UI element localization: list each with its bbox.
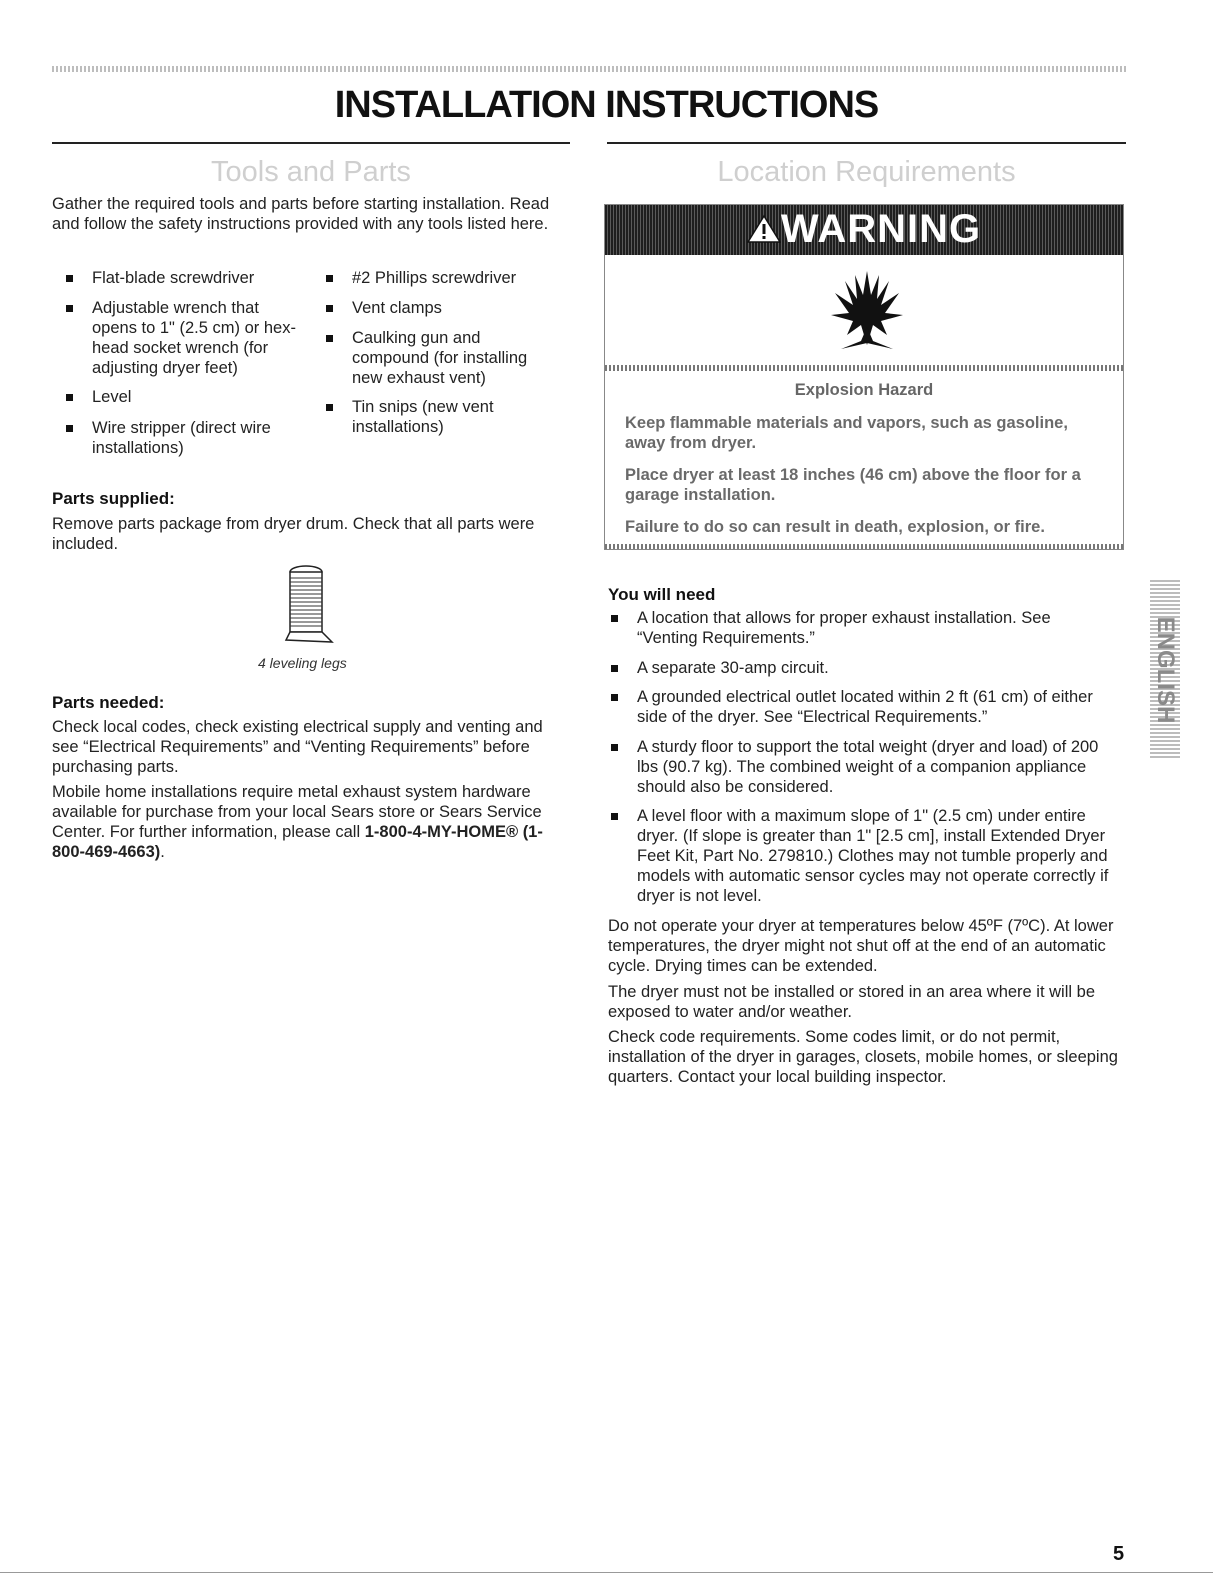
requirement-item: A level floor with a maximum slope of 1" (2.5 cm) under entire dryer. (If slope is greater than 1" [2.5 cm], install Extended Dryer Feet Kit, Part No. 279810.) Clothes may not tumble properly and models with automatic sensor cycles may not operate correctly if dryer is not level. bbox=[637, 806, 1125, 906]
code-paragraph: Check code requirements. Some codes limit, or do not permit, installation of the dryer in garages, closets, mobile homes, or sleeping quarters. Contact your local building inspector. bbox=[608, 1028, 1118, 1086]
leveling-leg-illustration bbox=[284, 562, 338, 648]
requirement-item: A grounded electrical outlet located within 2 ft (61 cm) of either side of the dryer. See “Electrical Requirements.” bbox=[637, 687, 1107, 727]
tool-item: Vent clamps bbox=[352, 298, 562, 318]
phone-number: 1-800-4-MY-HOME® (1-800-469-4663) bbox=[52, 823, 543, 861]
warning-box bbox=[604, 204, 1124, 550]
bottom-rule bbox=[0, 1572, 1213, 1573]
page-number: 5 bbox=[1113, 1543, 1125, 1565]
leveling-legs-caption: 4 leveling legs bbox=[258, 655, 347, 671]
tool-item: Wire stripper (direct wire installations) bbox=[92, 418, 297, 458]
requirement-item: A separate 30-amp circuit. bbox=[637, 658, 1107, 678]
warning-bottom-rule bbox=[605, 544, 1123, 549]
hazard-title: Explosion Hazard bbox=[794, 381, 934, 399]
tool-item: Level bbox=[92, 387, 297, 407]
parts-supplied-heading: Parts supplied: bbox=[52, 489, 175, 508]
mobile-home-text: Mobile home installations require metal exhaust system hardware available for purchase from your local Sears store or Sears Service Center. For further information, please call 1-800-4-MY-HOME® (1-800-469-4663). bbox=[52, 783, 543, 861]
tools-and-parts-heading: Tools and Parts bbox=[211, 156, 411, 188]
water-paragraph: The dryer must not be installed or stored in an area where it will be exposed to water and/or weather. bbox=[608, 983, 1095, 1021]
you-will-need-heading: You will need bbox=[608, 585, 716, 604]
warning-triangle-icon bbox=[747, 214, 781, 244]
tool-item: Caulking gun and compound (for installing new exhaust vent) bbox=[352, 328, 562, 388]
requirement-item: A sturdy floor to support the total weight (dryer and load) of 200 lbs (90.7 kg). The combined weight of a companion appliance should also be considered. bbox=[637, 737, 1117, 797]
warning-text-2: Place dryer at least 18 inches (46 cm) above the floor for a garage installation. bbox=[625, 466, 1081, 504]
parts-needed-heading: Parts needed: bbox=[52, 693, 165, 712]
tool-item: Tin snips (new vent installations) bbox=[352, 397, 562, 437]
tools-intro: Gather the required tools and parts before starting installation. Read and follow the safety instructions provided with any tools listed here. bbox=[52, 195, 550, 233]
tool-item: Flat-blade screwdriver bbox=[92, 268, 297, 288]
requirement-item: A location that allows for proper exhaust installation. See “Venting Requirements.” bbox=[637, 608, 1107, 648]
explosion-icon bbox=[827, 269, 907, 359]
parts-supplied-text: Remove parts package from dryer drum. Check that all parts were included. bbox=[52, 515, 535, 553]
left-column-rule bbox=[52, 142, 570, 144]
parts-needed-text: Check local codes, check existing electrical supply and venting and see “Electrical Requirements” and “Venting Requirements” before purchasing parts. bbox=[52, 718, 543, 776]
right-column-rule bbox=[607, 142, 1126, 144]
tool-item: #2 Phillips screwdriver bbox=[352, 268, 562, 288]
warning-divider bbox=[605, 365, 1123, 371]
tool-item: Adjustable wrench that opens to 1" (2.5 cm) or hex-head socket wrench (for adjusting dryer feet) bbox=[92, 298, 307, 378]
language-side-tab: ENGLISH bbox=[1150, 580, 1180, 760]
warning-text-3: Failure to do so can result in death, explosion, or fire. bbox=[625, 518, 1045, 536]
warning-title: WARNING bbox=[605, 207, 1123, 252]
warning-text-1: Keep flammable materials and vapors, such as gasoline, away from dryer. bbox=[625, 414, 1068, 452]
top-dotted-rule bbox=[52, 66, 1126, 72]
temperature-paragraph: Do not operate your dryer at temperatures below 45ºF (7ºC). At lower temperatures, the dryer might not shut off at the end of an automatic cycle. Drying times can be extended. bbox=[608, 917, 1114, 975]
location-requirements-heading: Location Requirements bbox=[717, 156, 1016, 188]
page-title: INSTALLATION INSTRUCTIONS bbox=[334, 84, 879, 126]
